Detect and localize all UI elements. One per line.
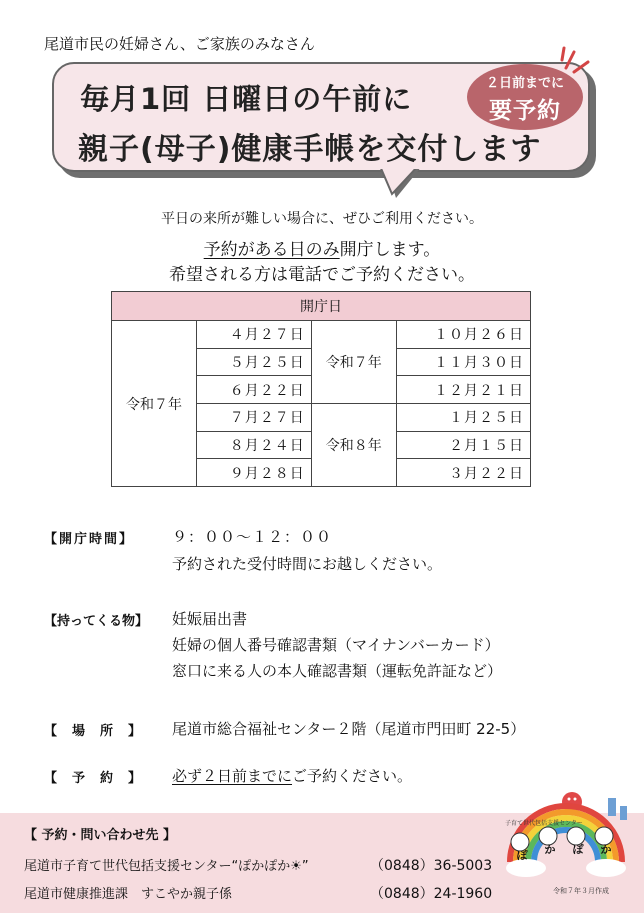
footer-title: 【 予約・問い合わせ先 】 xyxy=(24,828,177,843)
era-right-top: 令和７年 xyxy=(311,321,396,404)
footer-org1: 尾道市子育て世代包括支援センター“ぽかぽか☀” xyxy=(24,859,309,874)
reserve-rest: ご予約ください。 xyxy=(292,767,413,785)
place-value: 尾道市総合福祉センター２階（尾道市門田町 22-5） xyxy=(172,720,526,738)
era-left: 令和７年 xyxy=(112,321,197,487)
logo-char: か xyxy=(600,843,612,856)
date-cell: ６月２２日 xyxy=(197,376,312,404)
date-cell: ８月２４日 xyxy=(197,431,312,459)
schedule-table xyxy=(111,291,531,487)
date-cell: ９月２８日 xyxy=(197,459,312,487)
place-label: 【 場 所 】 xyxy=(44,724,143,739)
reserve-label: 【 予 約 】 xyxy=(44,771,143,786)
schedule-header: 開庁日 xyxy=(112,292,531,321)
hours-note: 予約された受付時間にお越しください。 xyxy=(172,555,443,573)
subtitle-line2 xyxy=(0,235,644,260)
reserve-value xyxy=(172,765,412,786)
subtitle-line1: 平日の来所が難しい場合に、ぜひご利用ください。 xyxy=(161,211,483,227)
footer-org2: 尾道市健康推進課 すこやか親子係 xyxy=(24,887,233,902)
logo-char: ぽ xyxy=(516,849,528,862)
era-right-bottom: 令和８年 xyxy=(311,403,396,486)
emphasis-rays-icon xyxy=(560,42,594,76)
date-cell: ２月１５日 xyxy=(396,431,530,459)
date-cell: １月２５日 xyxy=(396,403,530,431)
date-cell: １２月２１日 xyxy=(396,376,530,404)
bring-item: 窓口に来る人の本人確認書類（運転免許証など） xyxy=(172,662,503,680)
logo-char: か xyxy=(544,843,556,856)
hours-value: ９：００～１２：００ xyxy=(172,528,333,546)
headline-line2: 親子(母子)健康手帳を交付します xyxy=(78,132,542,167)
subtitle-line2-underlined: 予約がある日のみ xyxy=(203,240,340,260)
headline-line1: 毎月1回 日曜日の午前に xyxy=(80,82,413,116)
date-cell: ７月２７日 xyxy=(197,403,312,431)
bring-label: 【持ってくる物】 xyxy=(44,614,149,629)
logo-char: ぽ xyxy=(572,843,584,856)
hours-label: 【開庁時間】 xyxy=(44,532,135,547)
date-cell: ３月２２日 xyxy=(396,459,530,487)
subtitle-line2-rest: 開庁します。 xyxy=(339,240,441,260)
footer-tel2: （0848）24-1960 xyxy=(370,886,493,902)
badge-small-text: ２日前までに xyxy=(485,76,564,91)
subtitle-line3: 希望される方は電話でご予約ください。 xyxy=(169,265,475,285)
footer-tel1: （0848）36-5003 xyxy=(370,858,493,874)
date-cell: １１月３０日 xyxy=(396,348,530,376)
bring-item: 妊娠届出書 xyxy=(172,610,248,628)
intro-text: 尾道市民の妊婦さん、ご家族のみなさん xyxy=(44,35,315,53)
reserve-underlined: 必ず２日前までに xyxy=(172,767,293,785)
date-cell: ５月２５日 xyxy=(197,348,312,376)
bring-item: 妊婦の個人番号確認書類（マイナンバーカード） xyxy=(172,636,500,654)
pokapoka-logo-icon xyxy=(496,784,636,882)
made-date: 令和７年３月作成 xyxy=(553,887,609,895)
badge-big-text: 要予約 xyxy=(489,98,561,124)
logo-caption: 子育て世代包括支援センター xyxy=(505,820,583,827)
date-cell: １０月２６日 xyxy=(396,321,530,349)
date-cell: ４月２７日 xyxy=(197,321,312,349)
bubble-tail xyxy=(378,166,438,202)
